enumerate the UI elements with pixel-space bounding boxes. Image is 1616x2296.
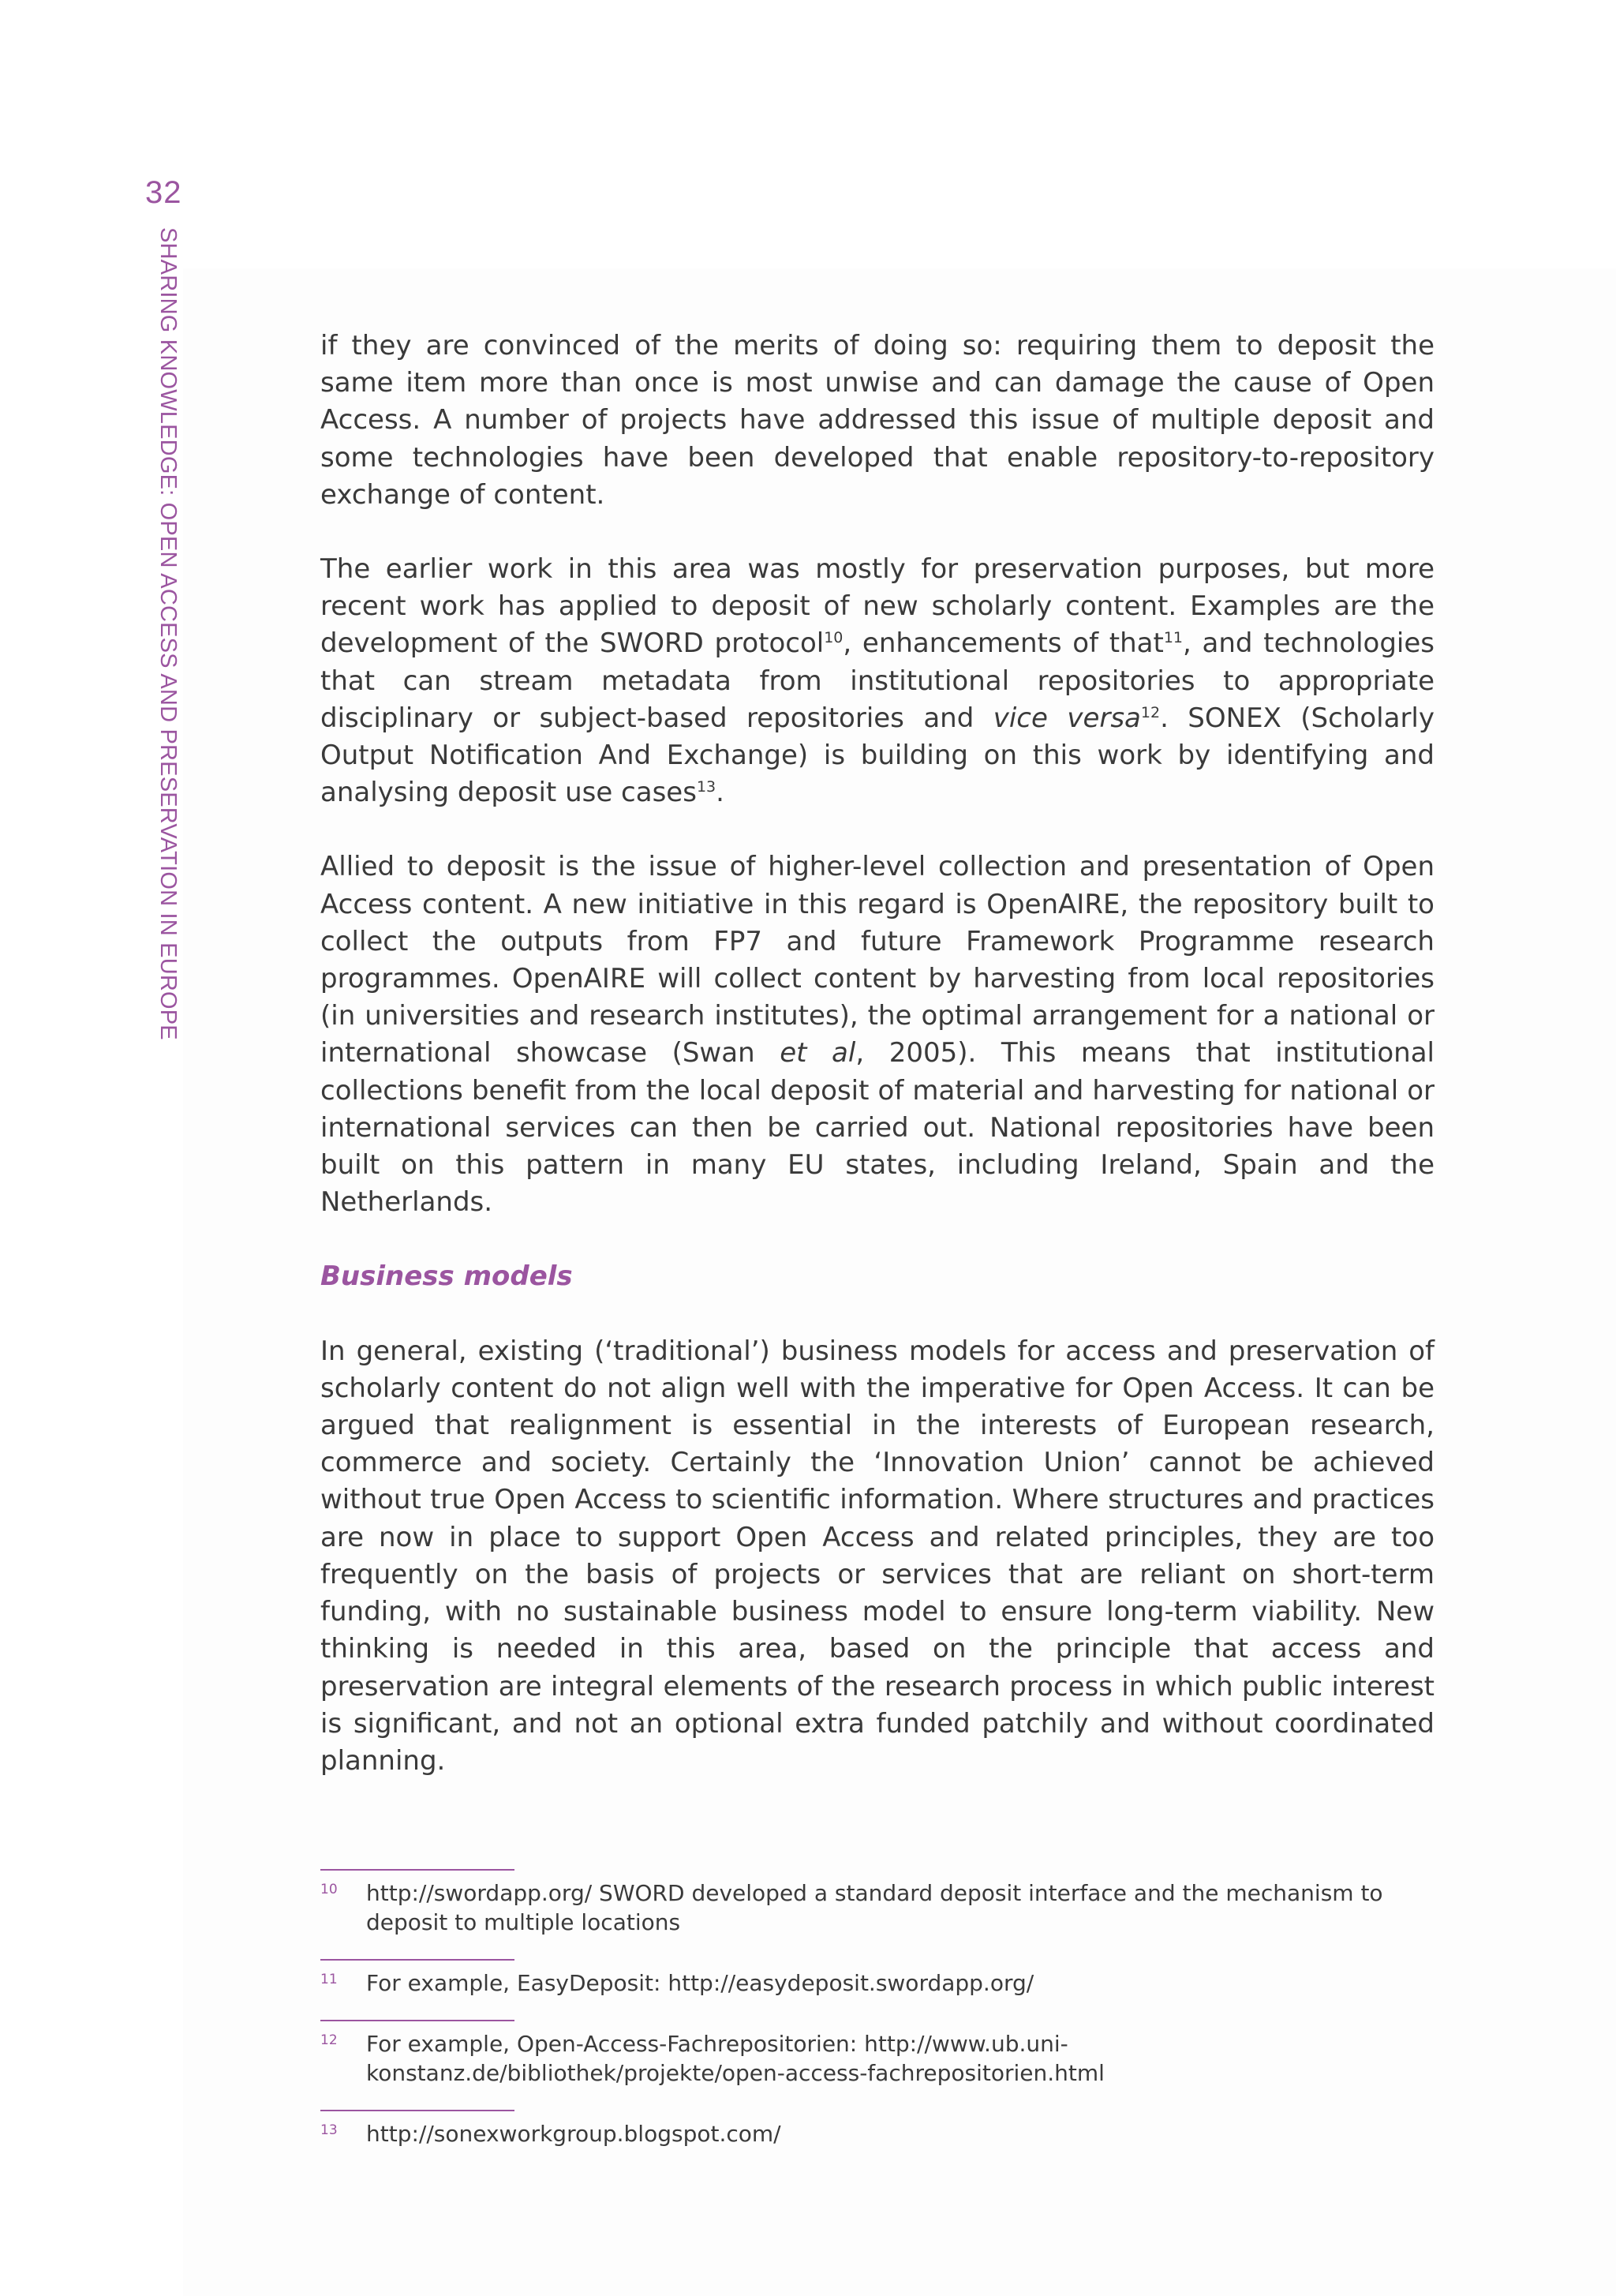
footnote-text[interactable]: For example, EasyDeposit: http://easydeposit.swordapp.org/ [366, 1970, 1034, 1996]
footnote-text[interactable]: For example, Open-Access-Fachrepositorien: http://www.ub.uni-konstanz.de/bibliothek/projekte/open-access-fachrepositorien.html [366, 2031, 1105, 2086]
footnote-rule [320, 2020, 514, 2021]
paragraph-2-text: , enhancements of that [843, 627, 1164, 660]
paragraph-3 [320, 848, 1435, 1221]
footnotes [320, 1869, 1435, 2171]
footnote-12 [320, 2020, 1435, 2088]
paragraph-2-text: The earlier work in this area was mostly for preservation purposes, but more recent work has applied to deposit of new scholarly content. Examples are the development of the SWORD protocol [320, 553, 1435, 660]
emphasis-vice-versa: vice versa [993, 702, 1141, 734]
footnote-11 [320, 1959, 1435, 1998]
footnote-rule [320, 2110, 514, 2111]
paragraph-2 [320, 551, 1435, 811]
running-head: SHARING KNOWLEDGE: OPEN ACCESS AND PRESERVATION IN EUROPE [155, 227, 181, 1040]
paragraph-3-text: , 2005). This means that institutional collections benefit from the local deposit of material and harvesting for national or international services can then be carried out. National repositories have been built on this pattern in many EU states, including Ireland, Spain and the Netherlands. [320, 1037, 1435, 1219]
paragraph-2-text: , and technologies that can stream metadata from institutional repositories to appropriate disciplinary or subject-based repositories and [320, 627, 1435, 734]
footnote-ref-10[interactable]: 10 [824, 629, 844, 647]
footnote-13 [320, 2110, 1435, 2148]
footnote-ref-11[interactable]: 11 [1163, 629, 1184, 647]
paragraph-4: In general, existing (‘traditional’) business models for access and preservation of scholarly content do not align well with the imperative for Open Access. It can be argued that realignment is essential in the interests of European research, commerce and society. Certainly the ‘Innovation Union’ cannot be achieved without true Open Access to scientific information. Where structures and practices are now in place to support Open Access and related principles, they are too frequently on the basis of projects or services that are reliant on short-term funding, with no sustainable business model to ensure long-term viability. New thinking is needed in this area, based on the principle that access and preservation are integral elements of the research process in which public interest is significant, and not an optional extra funded patchily and without coordinated planning. [320, 1335, 1435, 1777]
footnote-text[interactable]: http://sonexworkgroup.blogspot.com/ [366, 2121, 781, 2147]
footnote-rule [320, 1869, 514, 1871]
footnote-number: 10 [320, 1882, 338, 1897]
footnote-number: 13 [320, 2122, 338, 2138]
footnote-number: 11 [320, 1972, 338, 1987]
footnote-10 [320, 1869, 1435, 1937]
paragraph-2-text: . [716, 777, 724, 809]
paragraph-3-text: Allied to deposit is the issue of higher-level collection and presentation of Open Access content. A new initiative in this regard is OpenAIRE, the repository built to collect the outputs from FP7 and future Framework Programme research programmes. OpenAIRE will collect content by harvesting from local repositories (in universities and research institutes), the optimal arrangement for a national or international showcase (Swan [320, 851, 1435, 1069]
footnote-ref-12[interactable]: 12 [1140, 703, 1161, 721]
main-text [320, 328, 1435, 1780]
paragraph-1: if they are convinced of the merits of doing so: requiring them to deposit the same item more than once is most unwise and can damage the cause of Open Access. A number of projects have addressed this issue of multiple deposit and some technologies have been developed that enable repository-to-repository exchange of content. [320, 330, 1435, 511]
section-heading: Business models [320, 1260, 573, 1293]
page-number: 32 [145, 175, 182, 210]
paragraph-2-text: . SONEX (Scholarly Output Notification And Exchange) is building on this work by identifying and analysing deposit use cases [320, 702, 1435, 809]
footnote-number: 12 [320, 2032, 338, 2048]
emphasis-et-al: et al [780, 1037, 856, 1069]
footnote-rule [320, 1959, 514, 1961]
footnote-text[interactable]: http://swordapp.org/ SWORD developed a standard deposit interface and the mechanism to deposit to multiple locations [366, 1880, 1383, 1935]
footnote-ref-13[interactable]: 13 [696, 778, 716, 796]
